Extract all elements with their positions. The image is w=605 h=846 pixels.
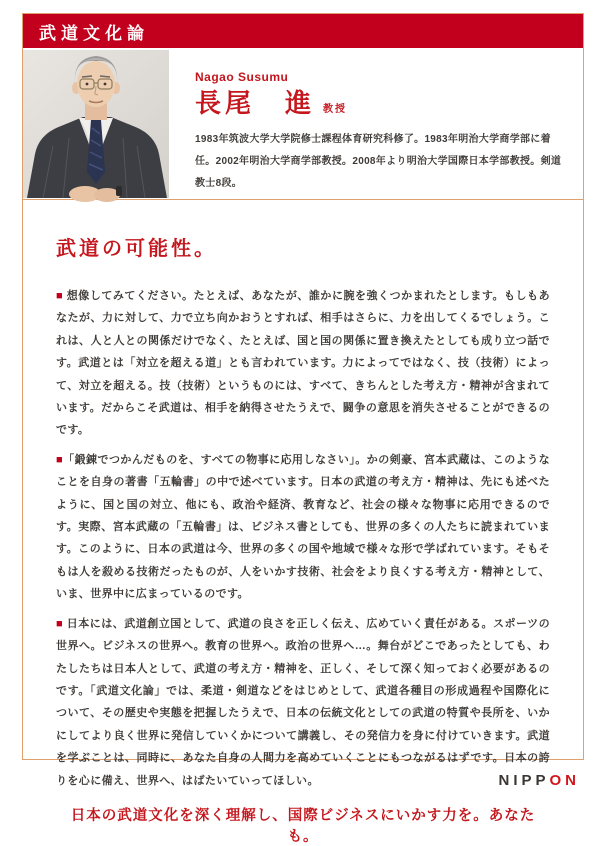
profile-text-block xyxy=(195,70,571,195)
profile-section xyxy=(23,48,583,200)
article-paragraph xyxy=(56,285,550,442)
professor-photo xyxy=(23,50,169,198)
page-title: 武道文化論 xyxy=(39,23,149,43)
nippon-logo xyxy=(498,772,580,789)
professor-bio: 1983年筑波大学大学院修士課程体育研究科修了。1983年明治大学商学部に着任。2002年明治大学商学部教授。2008年より明治大学国際日本学部教授。剣道教士8段。 xyxy=(195,133,562,189)
nippon-logo-black: NIPP xyxy=(498,772,550,789)
article-body xyxy=(23,200,583,846)
article-title: 武道の可能性。 xyxy=(56,238,217,260)
nippon-logo-red: ON xyxy=(549,772,580,789)
professor-name-ja: 長尾 進 xyxy=(195,88,316,118)
paragraph-text: 想像してみてください。たとえば、あなたが、誰かに腕を強くつかまれたとします。もしもあなたが、力に対して、力で立ち向かおうとすれば、相手はさらに、力を出してくるでしょう。これは、人と人との関係だけでなく、たとえば、国と国の関係に置き換えたとしても成り立つ話です。武道とは「対立を超える道」とも言われています。力によってではなく、技（技術）によって、対立を超える。技（技術）というものには、すべて、きちんとした考え方・精神が含まれています。だからこそ武道は、相手を納得させたうえで、闘争の意思を消失させることができるのです。 xyxy=(56,290,550,437)
paragraph-text: 日本には、武道創立国として、武道の良さを正しく伝え、広めていく責任がある。スポーツの世界へ。ビジネスの世界へ。教育の世界へ。政治の世界へ…。舞台がどこであったとしても、わたしたちは日本人として、武道の考え方・精神を、正しく、そして深く知っておく必要があるのです。「武道文化論」では、柔道・剣道などをはじめとして、武道各種目の形成過程や国際化について、その歴史や実態を把握したうえで、日本の伝統文化としての武道の特質や長所を、いかにしてより良く世界に発信していくかについて講義し、その発信力を身に付けていきます。武道を学ぶことは、同時に、あなた自身の人間力を高めていくことにもつながるはずです。日本の誇りを心に備え、世界へ、はばたいていってほしい。 xyxy=(56,617,550,787)
paragraph-text: 「鍛錬でつかんだものを、すべての物事に応用しなさい」。かの剣豪、宮本武蔵は、このようなことを自身の著書「五輪書」の中で述べています。日本の武道の考え方・精神は、先にも述べたように、国と国の対立、他にも、政治や経済、教育など、社会の様々な物事に応用できるのです。実際、宮本武蔵の「五輪書」は、ビジネス書としても、世界の多くの人たちに読まれています。このように、日本の武道は今、世界の多くの国や地域で様々な形で学ばれています。そもそもは人を殺める技術だったものが、人をいかす技術、社会をより良くする考え方・精神として、いま、世界中に広まっているのです。 xyxy=(56,453,550,601)
article-paragraph xyxy=(56,613,550,792)
square-bullet-icon: ■ xyxy=(56,290,67,302)
article-paragraph xyxy=(56,449,550,606)
professor-title: 教授 xyxy=(323,103,348,115)
closing-statement: 日本の武道文化を深く理解し、国際ビジネスにいかす力を。あなたも。 xyxy=(70,807,536,845)
professor-name-row xyxy=(195,89,571,118)
professor-name-en: Nagao Susumu xyxy=(195,70,289,84)
square-bullet-icon: ■ xyxy=(56,453,64,466)
header-bar xyxy=(23,14,583,48)
square-bullet-icon: ■ xyxy=(56,617,67,630)
